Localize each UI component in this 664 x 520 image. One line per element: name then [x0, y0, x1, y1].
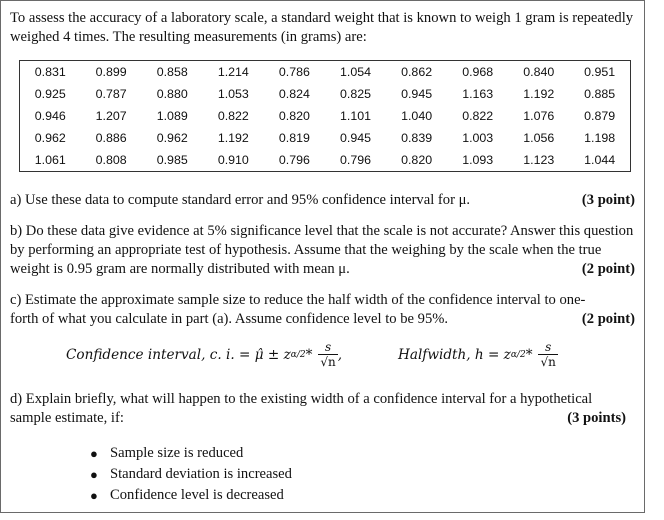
confidence-interval-formula	[66, 340, 342, 370]
question-c	[10, 291, 635, 329]
question-c-points: (2 point)	[576, 310, 635, 329]
table-cell: 1.044	[584, 153, 616, 167]
table-cell: 1.056	[523, 131, 555, 145]
table-cell: 1.076	[523, 109, 555, 123]
table-cell: 1.207	[95, 109, 127, 123]
table-cell: 0.858	[156, 65, 188, 79]
table-cell: 0.880	[156, 87, 188, 101]
table-cell: 0.839	[401, 131, 433, 145]
bullet-dot-icon: ●	[90, 467, 98, 482]
hw-denominator: √n	[540, 355, 556, 369]
table-row	[20, 149, 631, 172]
table-cell: 1.093	[462, 153, 494, 167]
table-cell: 0.819	[278, 131, 310, 145]
table-cell: 0.825	[340, 87, 372, 101]
table-cell: 0.824	[278, 87, 310, 101]
table-cell: 1.054	[340, 65, 372, 79]
table-cell: 1.214	[217, 65, 249, 79]
table-cell: 0.820	[401, 153, 433, 167]
hw-fraction	[538, 340, 557, 370]
question-a	[10, 191, 635, 210]
table-cell: 0.910	[217, 153, 249, 167]
hw-formula-label: Halfwidth, h = z	[398, 347, 511, 363]
ci-fraction	[318, 340, 337, 370]
bullet-item	[90, 464, 292, 485]
table-cell: 0.786	[278, 65, 310, 79]
table-cell: 0.951	[584, 65, 616, 79]
table-cell: 0.985	[156, 153, 188, 167]
table-cell: 0.862	[401, 65, 433, 79]
table-cell: 0.831	[34, 65, 66, 79]
ci-formula-subscript: α/2	[290, 350, 306, 360]
table-cell: 0.968	[462, 65, 494, 79]
table-cell: 0.945	[340, 131, 372, 145]
table-cell: 0.796	[278, 153, 310, 167]
table-cell: 0.885	[584, 87, 616, 101]
table-row	[20, 127, 631, 149]
table-cell: 0.787	[95, 87, 127, 101]
table-cell: 0.796	[340, 153, 372, 167]
problem-intro: To assess the accuracy of a laboratory scale, a standard weight that is known to weigh 1 gram is repeatedly weighed 4 times. The resulting measurements (in grams) are:	[10, 10, 634, 45]
measurements-table	[19, 60, 631, 172]
table-cell: 0.820	[278, 109, 310, 123]
table-cell: 0.822	[462, 109, 494, 123]
hw-formula-times: *	[525, 347, 533, 363]
table-cell: 1.003	[462, 131, 494, 145]
table-cell: 1.123	[523, 153, 555, 167]
table-cell: 0.886	[95, 131, 127, 145]
table-row	[20, 105, 631, 127]
table-cell: 0.822	[217, 109, 249, 123]
table-cell: 0.925	[34, 87, 66, 101]
table-cell: 0.840	[523, 65, 555, 79]
question-b-points: (2 point)	[576, 260, 635, 279]
table-cell: 1.192	[217, 131, 249, 145]
table-row	[20, 83, 631, 105]
table-cell: 1.192	[523, 87, 555, 101]
ci-formula-comma: ,	[337, 347, 343, 363]
halfwidth-formula	[398, 340, 558, 370]
table-cell: 1.101	[340, 109, 372, 123]
question-b	[10, 222, 635, 279]
bullet-item	[90, 485, 292, 506]
table-row	[20, 61, 631, 84]
table-cell: 0.962	[156, 131, 188, 145]
table-cell: 0.945	[401, 87, 433, 101]
bullet-dot-icon: ●	[90, 446, 98, 461]
ci-numerator: s	[325, 340, 332, 354]
table-cell: 1.061	[34, 153, 66, 167]
table-cell: 0.899	[95, 65, 127, 79]
ci-formula-times: *	[305, 347, 313, 363]
hw-numerator: s	[545, 340, 552, 354]
question-d-points: (3 points)	[561, 409, 626, 428]
bullet-text: Standard deviation is increased	[110, 466, 292, 482]
bullet-text: Sample size is reduced	[110, 445, 244, 461]
bullet-list	[90, 443, 292, 506]
question-a-points: (3 point)	[581, 192, 635, 208]
question-c-text: c) Estimate the approximate sample size to reduce the half width of the confidence interval to one-forth of what you calculate in part (a). Assume confidence level to be 95%.	[10, 292, 586, 327]
table-cell: 0.808	[95, 153, 127, 167]
table-cell: 1.040	[401, 109, 433, 123]
question-b-text: b) Do these data give evidence at 5% significance level that the scale is not accurate? Answer this question by performing an appropriate test of hypothesis. Assume that the weighing by the scale when the true weight is 0.95 gram are normally distributed with mean μ.	[10, 223, 634, 277]
bullet-item	[90, 443, 292, 464]
hw-formula-subscript: α/2	[510, 350, 526, 360]
bullet-dot-icon: ●	[90, 488, 98, 503]
question-d-text: d) Explain briefly, what will happen to the existing width of a confidence interval for a hypothetical sample estimate, if:	[10, 391, 593, 426]
table-cell: 1.198	[584, 131, 616, 145]
ci-denominator: √n	[320, 355, 336, 369]
table-cell: 0.879	[584, 109, 616, 123]
question-a-text: a) Use these data to compute standard error and 95% confidence interval for μ.	[10, 192, 471, 208]
table-cell: 0.946	[34, 109, 66, 123]
table-cell: 1.089	[156, 109, 188, 123]
bullet-text: Confidence level is decreased	[110, 487, 284, 503]
table-cell: 1.163	[462, 87, 494, 101]
table-cell: 1.053	[217, 87, 249, 101]
ci-formula-label: Confidence interval, c. i. = μ̂ ± z	[66, 347, 291, 363]
question-d	[10, 390, 630, 428]
table-cell: 0.962	[34, 131, 66, 145]
